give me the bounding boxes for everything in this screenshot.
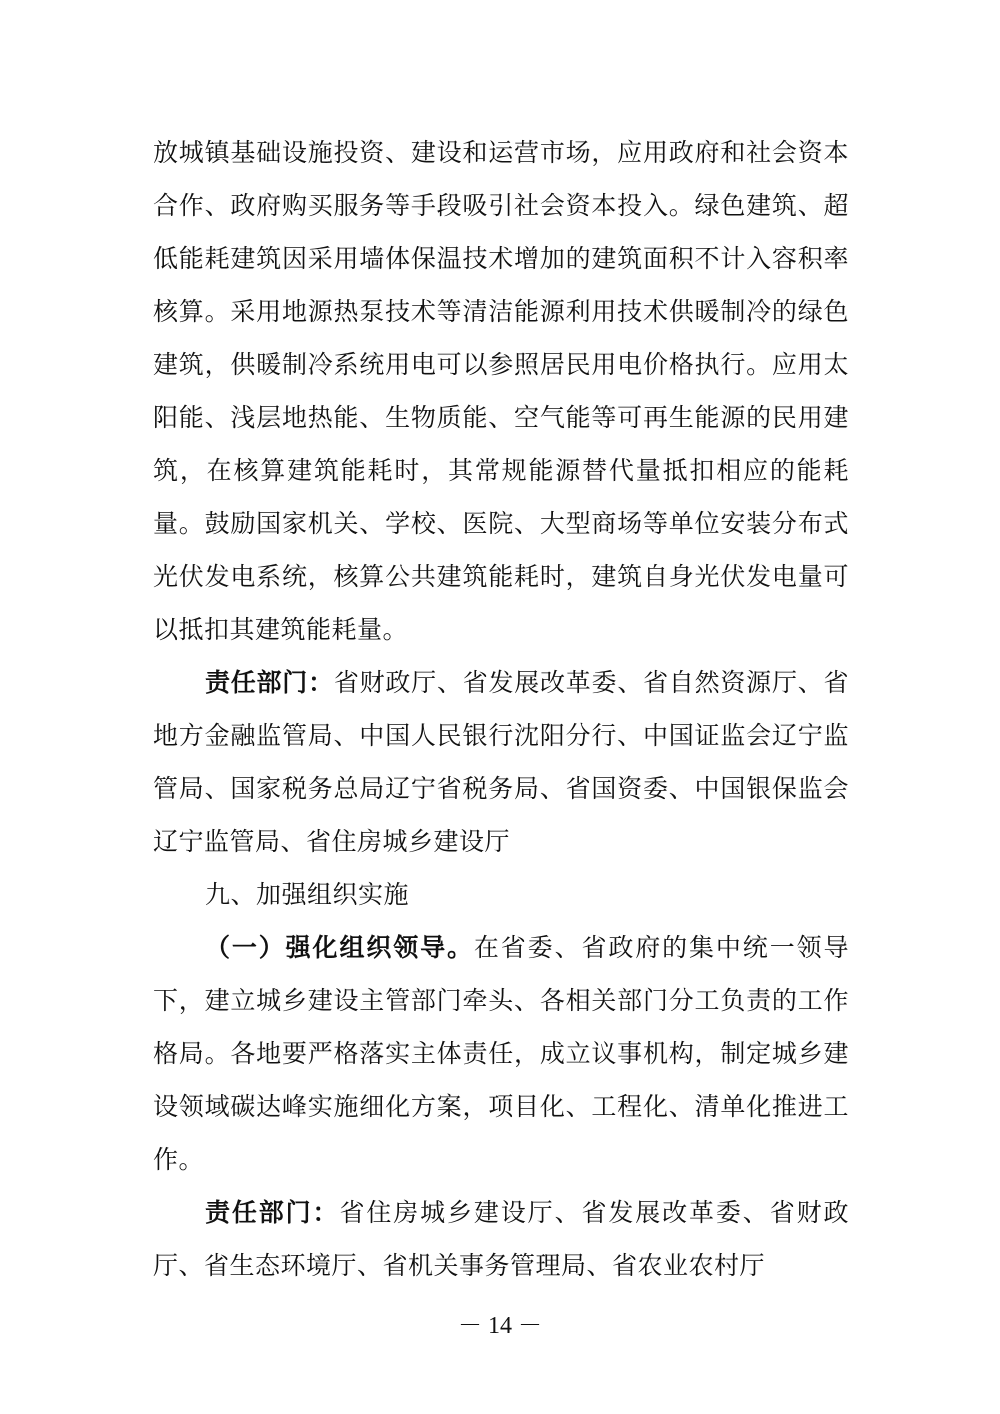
- responsibility-label-2: 责任部门：: [205, 1198, 340, 1227]
- responsibility-label: 责任部门：: [205, 668, 334, 697]
- subsection-paragraph: [153, 921, 849, 1186]
- responsibility-paragraph: [153, 656, 849, 868]
- responsibility-paragraph-2: [153, 1186, 849, 1292]
- page-number: － 14 －: [458, 1313, 542, 1339]
- body-paragraph: 放城镇基础设施投资、建设和运营市场，应用政府和社会资本合作、政府购买服务等手段吸引社会资本投入。绿色建筑、超低能耗建筑因采用墙体保温技术增加的建筑面积不计入容积率核算。采用地源热泵技术等清洁能源利用技术供暖制冷的绿色建筑，供暖制冷系统用电可以参照居民用电价格执行。应用太阳能、浅层地热能、生物质能、空气能等可再生能源的民用建筑，在核算建筑能耗时，其常规能源替代量抵扣相应的能耗量。鼓励国家机关、学校、医院、大型商场等单位安装分布式光伏发电系统，核算公共建筑能耗时，建筑自身光伏发电量可以抵扣其建筑能耗量。: [153, 138, 849, 644]
- subsection-lead: （一）强化组织领导。: [205, 933, 474, 962]
- responsibility-text-2: 省住房城乡建设厅、省发展改革委、省财政厅、省生态环境厅、省机关事务管理局、省农业农村厅: [153, 1198, 849, 1280]
- subsection-text: 在省委、省政府的集中统一领导下，建立城乡建设主管部门牵头、各相关部门分工负责的工作格局。各地要严格落实主体责任，成立议事机构，制定城乡建设领域碳达峰实施细化方案，项目化、工程化、清单化推进工作。: [153, 933, 849, 1174]
- section-heading: 九、加强组织实施: [205, 880, 410, 909]
- document-body: [153, 126, 849, 1292]
- responsibility-text: 省财政厅、省发展改革委、省自然资源厅、省地方金融监管局、中国人民银行沈阳分行、中国证监会辽宁监管局、国家税务总局辽宁省税务局、省国资委、中国银保监会辽宁监管局、省住房城乡建设厅: [153, 668, 849, 856]
